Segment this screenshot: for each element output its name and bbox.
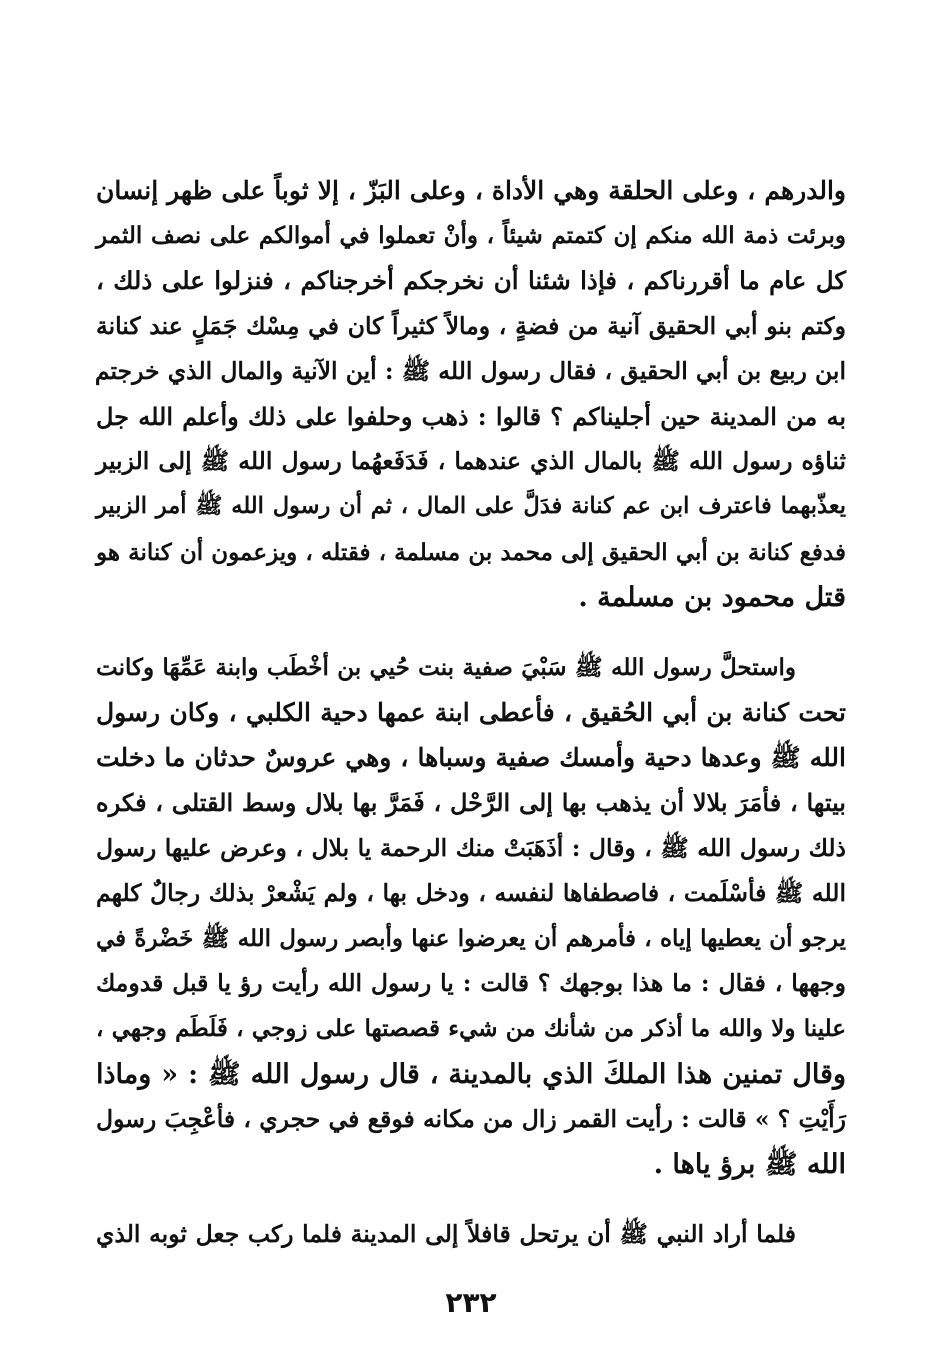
text-line: يعذّبهما فاعترف ابن عم كنانة فدَلَّ على المال ، ثم أن رسول الله ﷺ أمر الزبير (96, 493, 846, 520)
text-line: الله ﷺ فأسْلَمت ، فاصطفاها لنفسه ، ودخل بها ، ولم يَشْعرْ بذلك رجالٌ كلهم (96, 878, 846, 907)
paragraph-3 (96, 1212, 846, 1257)
text-line: رَأَيْتِ ؟ » قالت : رأيت القمر زال من مكانه فوقع في حجري ، فأعْجِبَ رسول (96, 1104, 846, 1133)
text-line: ذلك رسول الله ﷺ ، وقال : أذَهَبَتْ منك الرحمة يا بلال ، وعرض عليها رسول (96, 833, 846, 862)
text-line: والدرهم ، وعلى الحلقة وهي الأداة ، وعلى البَزّ ، إلا ثوباً على ظهر إنسان (96, 176, 846, 205)
text-line: الله ﷺ وعدها دحية وأمسك صفية وسباها ، وهي عروسٌ حدثان ما دخلت (96, 743, 846, 773)
text-line: يرجو أن يعطيها إياه ، فأمرهم أن يعرضوا عنها وأبصر رسول الله ﷺ خَضْرةً في (96, 925, 846, 952)
text-line: بيتها ، فأمَرَ بلالا أن يذهب بها إلى الرَّحْل ، فَمَرَّ بها بلال وسط القتلى ، فكره (96, 788, 846, 818)
text-line: الله ﷺ برؤ ياها . (653, 1148, 846, 1180)
text-line: فدفع كنانة بن أبي الحقيق إلى محمد بن مسلمة ، فقتله ، ويزعمون أن كنانة هو (96, 538, 846, 566)
text-line: وكتم بنو أبي الحقيق آنية من فضةٍ ، ومالاً كثيراً كان في مِسْك جَمَلٍ عند كنانة (96, 311, 846, 340)
text-line: به من المدينة حين أجليناكم ؟ قالوا : ذهب وحلفوا على ذلك وأعلم الله جل (96, 401, 846, 431)
paragraph-1 (96, 168, 846, 620)
text-line: وقال تمنين هذا الملكَ الذي بالمدينة ، قال رسول الله ﷺ : « وماذا (96, 1058, 846, 1090)
text-line: علينا ولا والله ما أذكر من شأنك من شيء قصصتها على زوجي ، فَلَطَم وجهي ، (96, 1015, 846, 1043)
text-line: كل عام ما أقررناكم ، فإذا شئنا أن نخرجكم أخرجناكم ، فنزلوا على ذلك ، (96, 266, 846, 296)
text-line: قتل محمود بن مسلمة . (578, 581, 846, 613)
text-line: ثناؤه رسول الله ﷺ بالمال الذي عندهما ، فَدَفَعهُما رسول الله ﷺ إلى الزبير (96, 447, 846, 476)
text-line: وبرئت ذمة الله منكم إن كتمتم شيئاً ، وأنْ تعملوا في أموالكم على نصف الثمر (96, 222, 846, 250)
text-line: واستحلَّ رسول الله ﷺ سَبْيَ صفية بنت حُيي بن أخْطَب وابنة عَمِّهَا وكانت (96, 653, 796, 681)
text-line: ابن ربيع بن أبي الحقيق ، فقال رسول الله ﷺ : أين الآنية والمال الذي خرجتم (94, 356, 846, 385)
text-line: وجهها ، فقال : ما هذا بوجهك ؟ قالت : يا رسول الله رأيت رؤ يا قبل قدومك (96, 969, 846, 998)
page-body (96, 168, 846, 1257)
paragraph-2 (96, 645, 846, 1187)
text-line: تحت كنانة بن أبي الحُقيق ، فأعطى ابنة عمها دحية الكلبي ، وكان رسول (96, 698, 846, 728)
page-number: ٢٣٢ (445, 1286, 497, 1319)
text-line: فلما أراد النبي ﷺ أن يرتحل قافلاً إلى المدينة فلما ركب جعل ثوبه الذي (96, 1220, 796, 1249)
